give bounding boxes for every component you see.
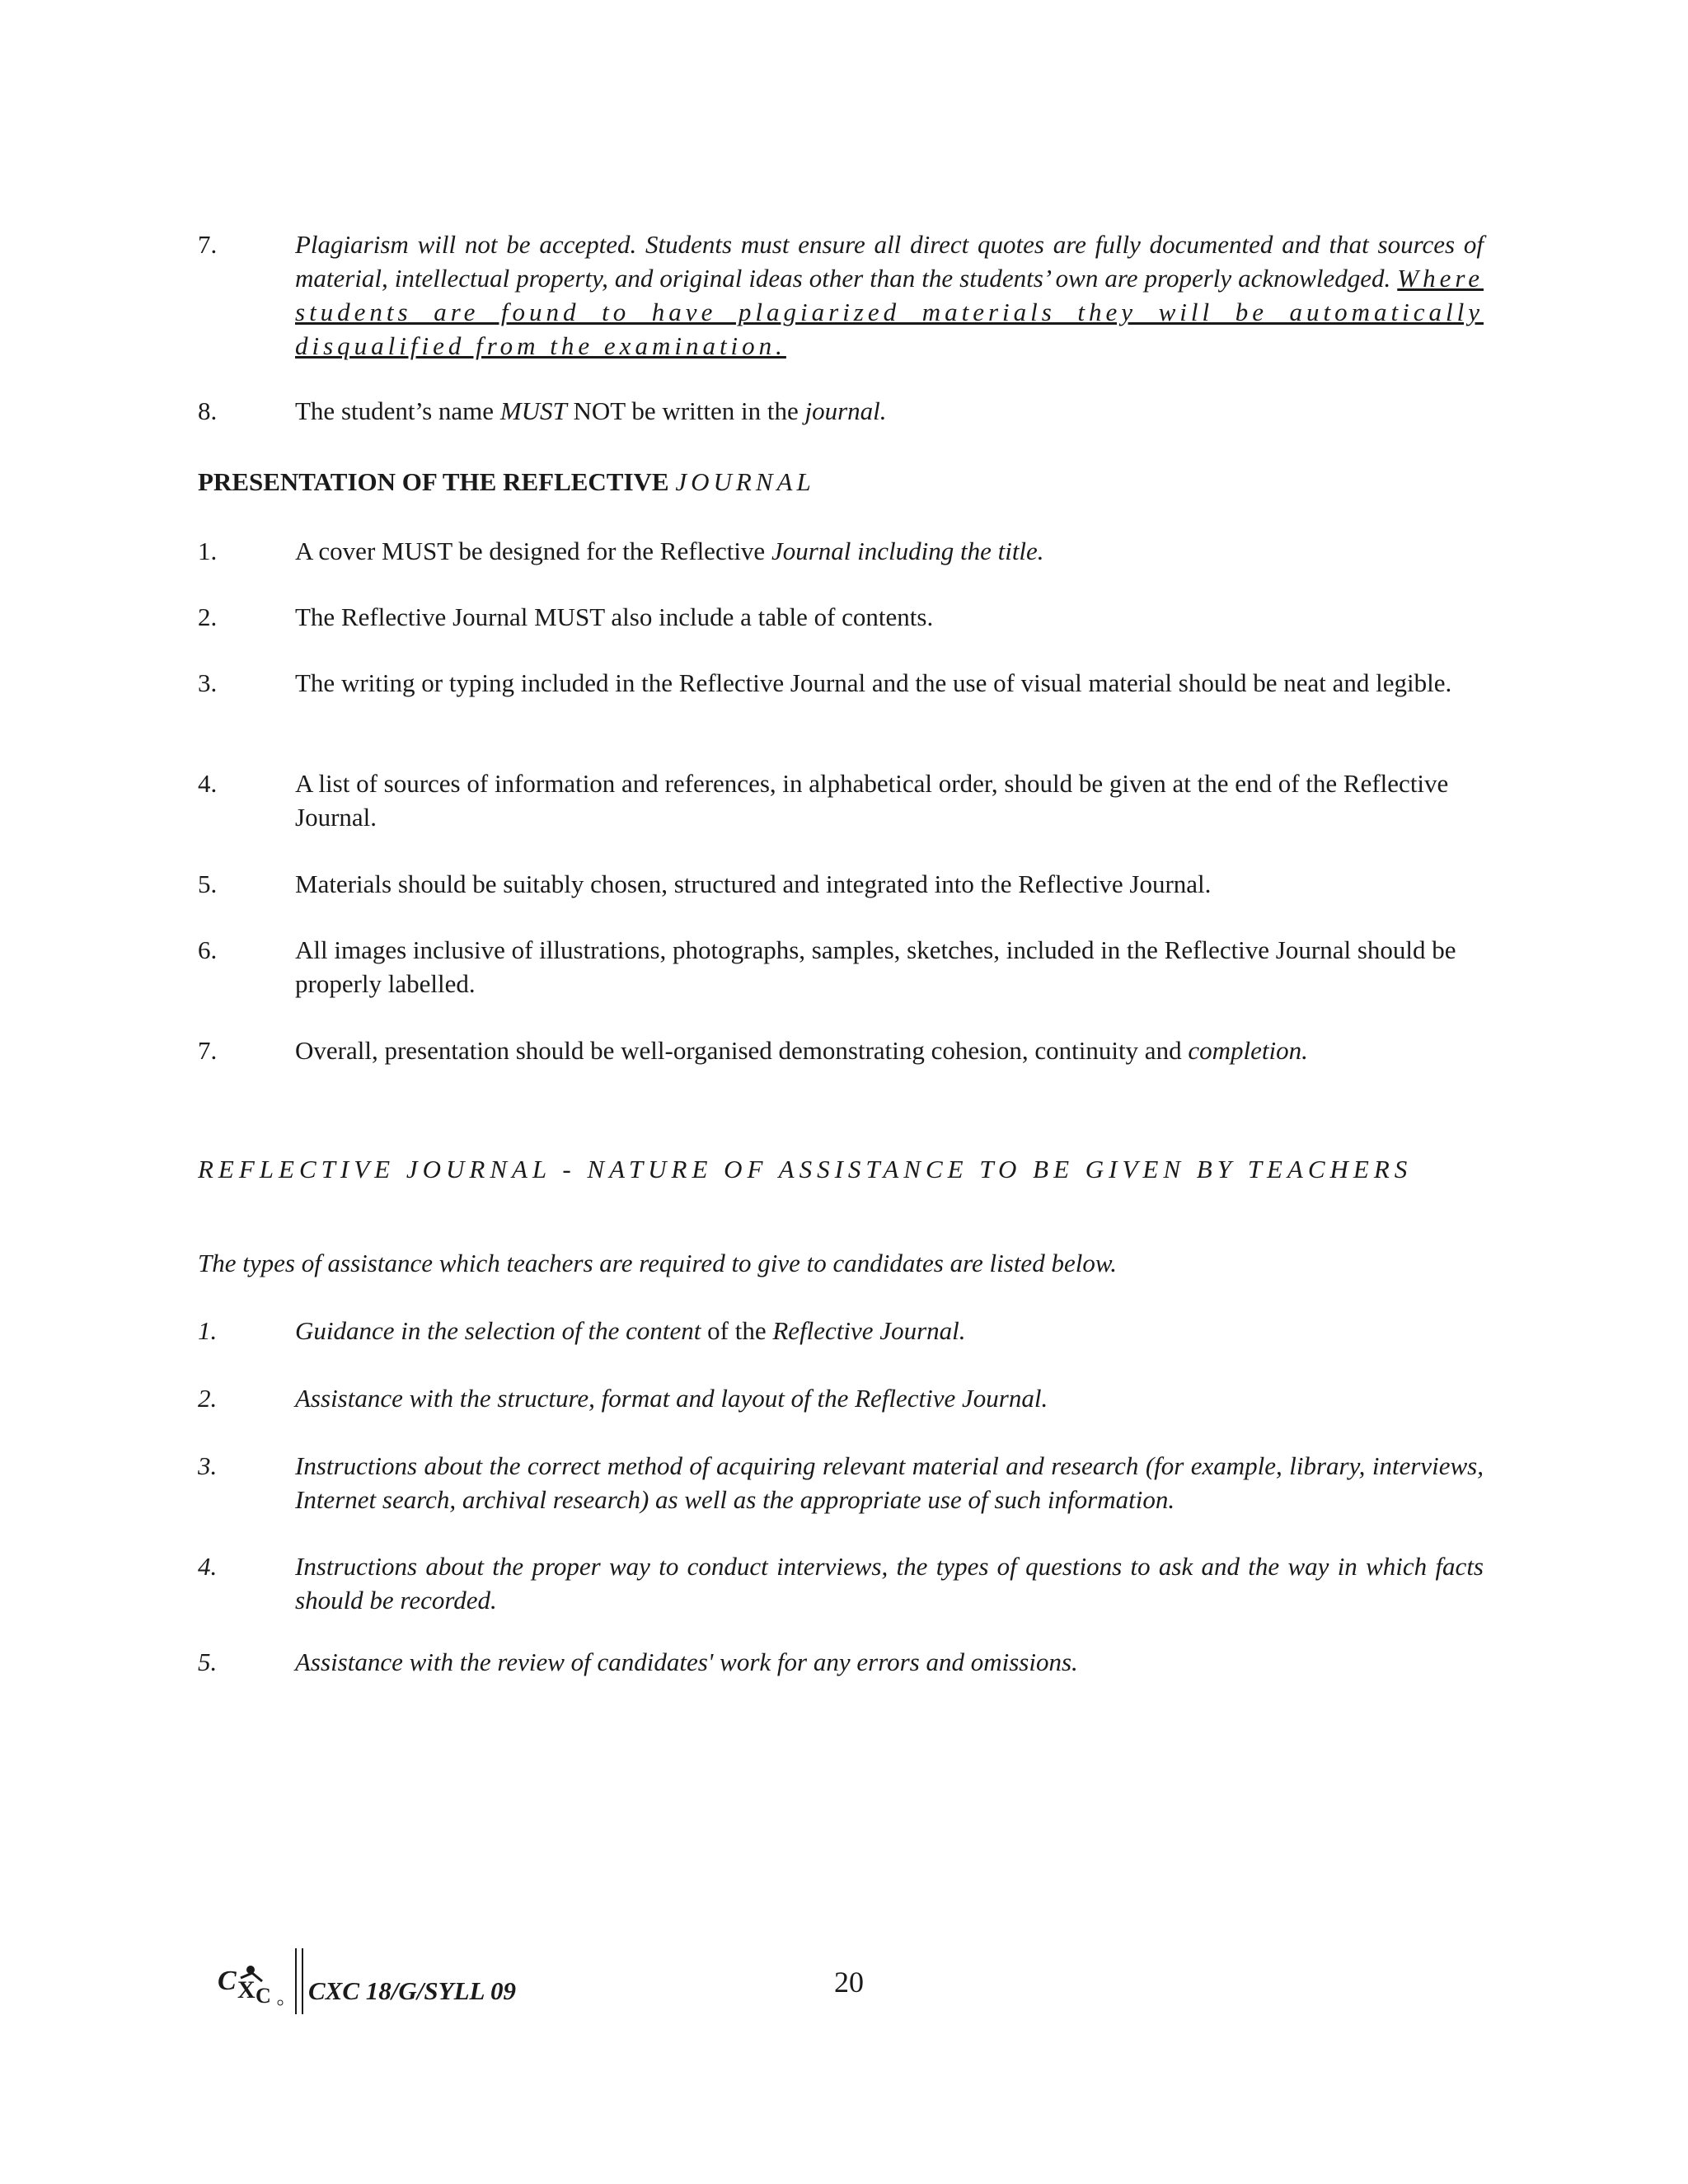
footer-divider [295, 1948, 303, 2014]
text-segment-emphasis: completion. [1188, 1036, 1308, 1065]
text-segment: Overall, presentation should be well-organised demonstrating cohesion, continuity and [295, 1036, 1182, 1065]
list-number: 5. [198, 869, 218, 898]
presentation-item-4 [198, 766, 1484, 841]
list-number: 2. [198, 1384, 218, 1413]
list-text: All images inclusive of illustrations, photographs, samples, sketches, included in the Reflective Journal should be properly labelled. [295, 935, 1456, 998]
text-segment-emphasis: MUST [499, 396, 567, 425]
assistance-intro: The types of assistance which teachers are required to give to candidates are listed below. [198, 1249, 1117, 1277]
svg-text:C: C [256, 1984, 271, 2008]
list-text: Assistance with the review of candidates' work for any errors and omissions. [295, 1647, 1078, 1676]
list-number: 6. [198, 935, 218, 964]
cxc-logo-graphic [216, 1960, 295, 2009]
list-text: A list of sources of information and references, in alphabetical order, should be given at the end of the Reflective Journal. [295, 769, 1449, 832]
list-number: 7. [198, 1036, 218, 1065]
assistance-item-2 [198, 1381, 1484, 1418]
svg-text:C: C [218, 1966, 237, 1996]
text-segment: A cover MUST be designed for the Reflective [295, 537, 766, 565]
heading-italic-text: JOURNAL [675, 467, 815, 496]
list-text [295, 1314, 1484, 1347]
syllabus-code: CXC 18/G/SYLL 09 [308, 1976, 517, 2005]
text-segment-emphasis: Guidance in the selection of the content [295, 1316, 701, 1345]
section-heading-assistance: REFLECTIVE JOURNAL - NATURE OF ASSISTANCE TO BE GIVEN BY TEACHERS [198, 1155, 1413, 1183]
text-segment-emphasis: journal. [804, 396, 887, 425]
list-number: 4. [198, 769, 218, 798]
cxc-logo [216, 1960, 295, 2009]
text-segment: The student’s name [295, 396, 495, 425]
list-text: The Reflective Journal MUST also include a table of contents. [295, 602, 934, 631]
list-number: 1. [198, 1316, 218, 1345]
list-number: 5. [198, 1647, 218, 1676]
text-segment: of the [707, 1316, 767, 1345]
list-number: 1. [198, 537, 218, 565]
presentation-item-2 [198, 600, 1484, 637]
text-segment-emphasis: Journal including the title. [771, 537, 1044, 565]
list-text [295, 1033, 1484, 1067]
disqualification-warning: Where students are found to have plagiarized materials they will be automatically disqualified from the examination. [295, 264, 1484, 360]
list-item-plagiarism [198, 227, 1484, 368]
list-number: 8. [198, 396, 218, 425]
assistance-item-1 [198, 1314, 1484, 1351]
section-heading-presentation [198, 465, 1484, 499]
assistance-item-5 [198, 1645, 1484, 1682]
list-number: 2. [198, 602, 218, 631]
list-text: Instructions about the proper way to conduct interviews, the types of questions to ask and the way in which facts should be recorded. [295, 1552, 1484, 1615]
svg-text:X: X [237, 1976, 256, 2004]
assistance-item-4 [198, 1549, 1484, 1624]
list-number: 3. [198, 1451, 218, 1480]
list-text: Assistance with the structure, format and layout of the Reflective Journal. [295, 1384, 1048, 1413]
heading-bold-text: PRESENTATION OF THE REFLECTIVE [198, 467, 669, 496]
presentation-item-5 [198, 867, 1484, 904]
list-text [295, 227, 1484, 363]
list-number: 4. [198, 1552, 218, 1581]
text-segment-emphasis: Reflective Journal. [772, 1316, 966, 1345]
list-text: The writing or typing included in the Reflective Journal and the use of visual material should be neat and legible. [295, 668, 1452, 697]
text-segment: NOT be written in the [573, 396, 799, 425]
presentation-item-1 [198, 534, 1484, 571]
list-number: 3. [198, 668, 218, 697]
assistance-item-3 [198, 1449, 1484, 1523]
presentation-item-3 [198, 666, 1484, 740]
presentation-item-7 [198, 1033, 1484, 1108]
list-item-student-name [198, 394, 1484, 431]
list-text [295, 394, 1484, 428]
list-text [295, 534, 1484, 568]
page-number: 20 [834, 1966, 864, 1999]
list-text: Materials should be suitably chosen, structured and integrated into the Reflective Journal. [295, 869, 1212, 898]
list-text: Instructions about the correct method of acquiring relevant material and research (for example, library, interviews, Internet search, archival research) as well as the appropriate use of such information. [295, 1451, 1484, 1514]
presentation-item-6 [198, 933, 1484, 1007]
plagiarism-text: Plagiarism will not be accepted. Students must ensure all direct quotes are fully documented and that sources of material, intellectual property, and original ideas other than the students’ own are properly acknowledged. [295, 230, 1484, 293]
list-number: 7. [198, 230, 218, 259]
